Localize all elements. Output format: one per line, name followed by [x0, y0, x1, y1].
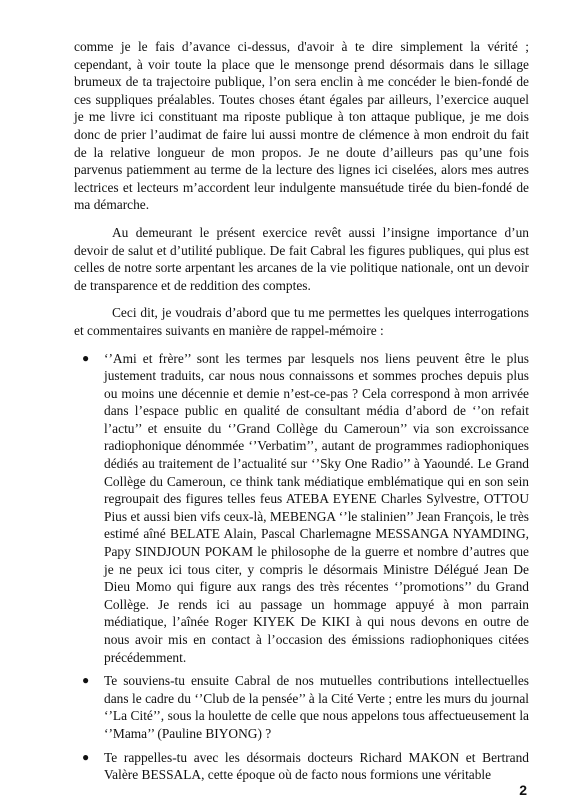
- list-item: [82, 749, 529, 784]
- paragraph-continuation: comme je le fais d’avance ci-dessus, d'avoir à te dire simplement la vérité ; cependant, à voir toute la place que le mensonge prend désormais dans le sillage brumeux de ta trajectoire publique, l’on sera enclin à me concéder le bien-fondé de ces suppliques préalables. Toutes choses étant égales par ailleurs, l’exercice auquel je me livre ici constituant ma riposte publique à ton attaque publique, je me dois donc de prier l’audimat de faire lui aussi montre de clémence à mon endroit du fait de la relative longueur de mon propos. Je ne doute d’ailleurs pas qu’une fois parvenus patiemment au terme de la lecture des lignes ici ciselées, alors mes autres lectrices et lecteurs m’accordent leur indulgente mansuétude tirée du bien-fondé de ma démarche.: [74, 39, 529, 213]
- list-item-text: Te rappelles-tu avec les désormais docteurs Richard MAKON et Bertrand Valère BESSALA, cette époque où de facto nous formions une véritable: [104, 749, 529, 783]
- bullet-icon: ●: [82, 350, 90, 365]
- bullet-list: [74, 350, 529, 784]
- list-item-text: Te souviens-tu ensuite Cabral de nos mutuelles contributions intellectuelles dans le cadre du ‘’Club de la pensée’’ à la Cité Verte ; entre les murs du journal ‘’La Cité’’, sous la houlette de celle que nous appelons tous affectueusement la ‘’Mama’’ (Pauline BIYONG) ?: [104, 673, 529, 741]
- list-item: [82, 350, 529, 667]
- bullet-icon: ●: [82, 673, 90, 688]
- list-item: [82, 672, 529, 742]
- list-item-text: ‘’Ami et frère’’ sont les termes par lesquels nos liens peuvent être le plus justement traduits, car nous nous connaissons et sommes proches depuis plus ou moins une décennie et demie n’est-ce-pas ? Cela correspond à mon arrivée dans l’espace public en qualité de consultant média d’abord de ‘’on refait l’actu’’ et ensuite du ‘’Grand Collège du Cameroun’’ via son excroissance radiophonique dénommée ‘’Verbatim’’, autant de programmes radiophoniques dédiés au traitement de l’actualité sur ‘’Sky One Radio’’ à Yaoundé. Le Grand Collège du Cameroun, ce think tank médiatique emblématique qui en son sein regroupait des figures telles feus ATEBA EYENE Charles Sylvestre, OTTOU Pius et aussi bien vifs ceux-là, MEBENGA ‘’le stalinien’’ Jean François, le très estimé aîné BELATE Alain, Pascal Charlemagne MESSANGA NYAMDING, Papy SINDJOUN POKAM le philosophe de la guerre et nombre d’autres que je ne peux ici tous citer, y compris le désormais Ministre Délégué Jean De Dieu Momo qui figure aux rangs des très récentes ‘’promotions’’ du Grand Collège. Je rends ici au passage un hommage appuyé à mon parrain médiatique, l’aînée Roger KIYEK De KIKI à qui nous devons en outre de nous avoir mis en contact à l’occasion des émissions radiophoniques citées précédemment.: [104, 350, 529, 665]
- page-number: 2: [519, 782, 527, 798]
- paragraph-devoir: Au demeurant le présent exercice revêt aussi l’insigne importance d’un devoir de salut et d’utilité publique. De fait Cabral les figures publiques, qui plus est celles de notre sorte arpentant les arcanes de la vie politique nationale, ont un devoir de transparence et de reddition des comptes.: [74, 224, 529, 293]
- paragraph-ceci-dit: Ceci dit, je voudrais d’abord que tu me permettes les quelques interrogations et commentaires suivants en manière de rappel-mémoire :: [74, 305, 529, 338]
- bullet-icon: ●: [82, 749, 90, 764]
